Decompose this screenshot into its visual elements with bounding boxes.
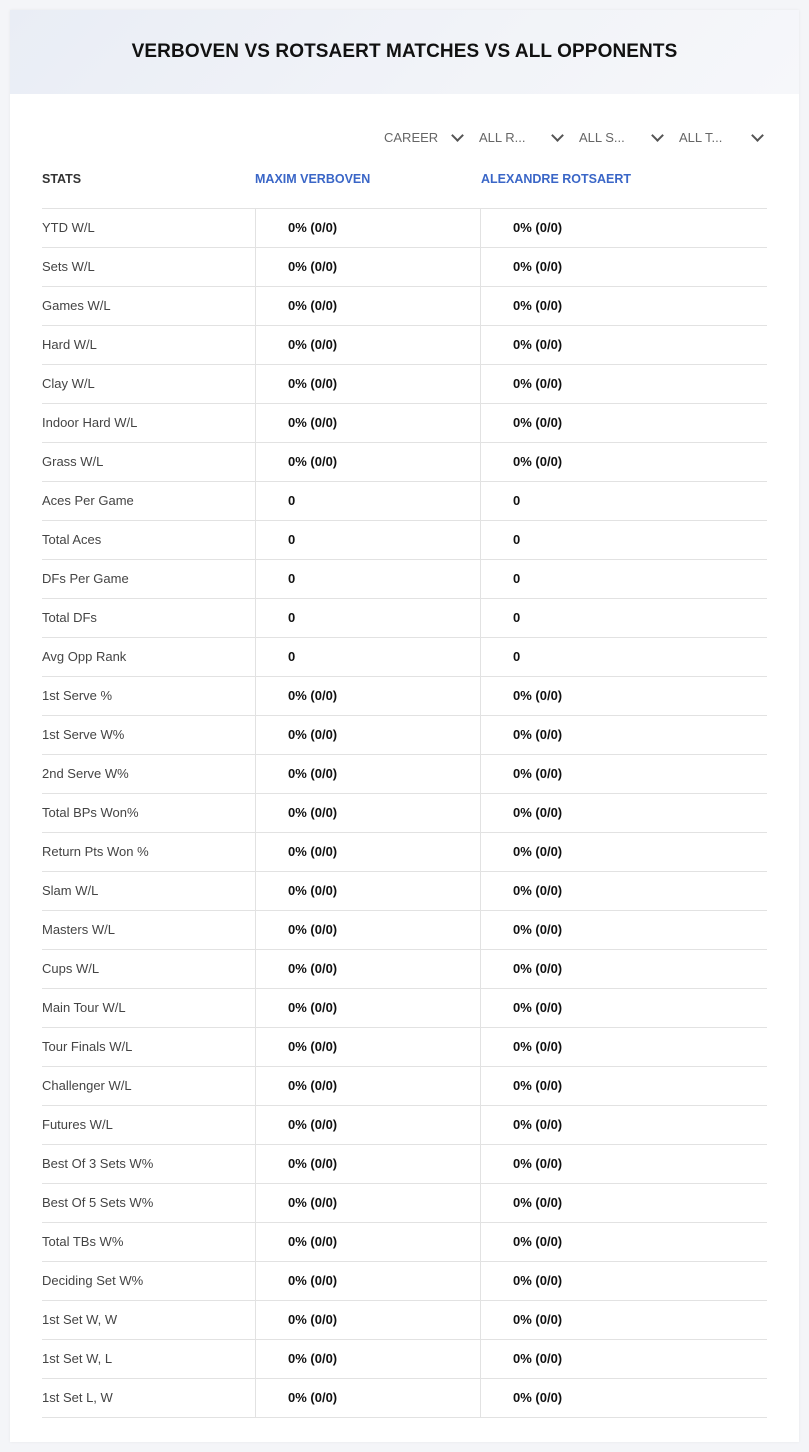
player1-stat-value: 0% (0/0) <box>255 833 481 871</box>
stat-label: Avg Opp Rank <box>42 649 127 664</box>
filter-round-label: ALL R... <box>479 129 526 145</box>
player1-stat-value: 0% (0/0) <box>255 872 481 910</box>
stat-label: Games W/L <box>42 298 111 313</box>
table-row <box>42 1145 767 1184</box>
player2-stat-value: 0% (0/0) <box>480 1340 767 1378</box>
player2-stat-value: 0% (0/0) <box>480 1028 767 1066</box>
stat-label: Total TBs W% <box>42 1234 124 1249</box>
table-row <box>42 560 767 599</box>
stat-label: Tour Finals W/L <box>42 1039 133 1054</box>
player1-stat-value: 0 <box>255 599 481 637</box>
player2-stat-value: 0% (0/0) <box>480 872 767 910</box>
player2-stat-value: 0% (0/0) <box>480 365 767 403</box>
player1-stat-value: 0% (0/0) <box>255 404 481 442</box>
player1-stat-value: 0% (0/0) <box>255 794 481 832</box>
player2-stat-value: 0 <box>480 638 767 676</box>
table-row <box>42 326 767 365</box>
player1-stat-value: 0% (0/0) <box>255 443 481 481</box>
table-row <box>42 755 767 794</box>
player2-stat-value: 0% (0/0) <box>480 209 767 247</box>
player1-stat-value: 0% (0/0) <box>255 248 481 286</box>
stat-label: Masters W/L <box>42 922 115 937</box>
stat-label: 1st Set W, W <box>42 1312 118 1327</box>
table-row <box>42 989 767 1028</box>
table-row <box>42 521 767 560</box>
chevron-down-icon <box>551 129 564 142</box>
player2-stat-value: 0% (0/0) <box>480 1301 767 1339</box>
stat-label: Best Of 5 Sets W% <box>42 1195 154 1210</box>
player1-stat-value: 0% (0/0) <box>255 1379 481 1417</box>
table-row <box>42 599 767 638</box>
stat-label: Hard W/L <box>42 337 97 352</box>
player1-stat-value: 0% (0/0) <box>255 287 481 325</box>
table-row <box>42 911 767 950</box>
stats-card <box>10 10 799 1442</box>
player2-stat-value: 0% (0/0) <box>480 989 767 1027</box>
player2-stat-value: 0% (0/0) <box>480 1262 767 1300</box>
player1-stat-value: 0% (0/0) <box>255 911 481 949</box>
stat-label: Sets W/L <box>42 259 95 274</box>
player2-stat-value: 0% (0/0) <box>480 950 767 988</box>
player1-stat-value: 0 <box>255 638 481 676</box>
filter-bar <box>10 127 799 147</box>
chevron-down-icon <box>751 129 764 142</box>
player2-stat-value: 0% (0/0) <box>480 833 767 871</box>
filter-surface-select[interactable] <box>579 127 664 147</box>
table-row <box>42 794 767 833</box>
stat-label: Aces Per Game <box>42 493 134 508</box>
player1-stat-value: 0% (0/0) <box>255 1340 481 1378</box>
stat-label: Main Tour W/L <box>42 1000 126 1015</box>
stats-table <box>42 208 767 1418</box>
table-row <box>42 872 767 911</box>
table-row <box>42 1262 767 1301</box>
player2-stat-value: 0% (0/0) <box>480 1223 767 1261</box>
table-row <box>42 1223 767 1262</box>
stat-label: Total Aces <box>42 532 102 547</box>
table-row <box>42 404 767 443</box>
table-row <box>42 638 767 677</box>
table-row <box>42 443 767 482</box>
player2-stat-value: 0% (0/0) <box>480 1379 767 1417</box>
table-row <box>42 1028 767 1067</box>
stat-label: 1st Set L, W <box>42 1390 113 1405</box>
player1-stat-value: 0% (0/0) <box>255 1184 481 1222</box>
filter-round-select[interactable] <box>479 127 564 147</box>
table-row <box>42 716 767 755</box>
stat-label: Challenger W/L <box>42 1078 132 1093</box>
player1-stat-value: 0% (0/0) <box>255 1106 481 1144</box>
player1-stat-value: 0% (0/0) <box>255 1301 481 1339</box>
filter-tournament-label: ALL T... <box>679 129 723 145</box>
stat-label: Best Of 3 Sets W% <box>42 1156 154 1171</box>
stat-label: Clay W/L <box>42 376 95 391</box>
player2-stat-value: 0% (0/0) <box>480 677 767 715</box>
player2-stat-value: 0 <box>480 482 767 520</box>
stat-label: Slam W/L <box>42 883 99 898</box>
filter-period-select[interactable] <box>384 127 464 147</box>
player1-link[interactable]: MAXIM VERBOVEN <box>255 172 371 186</box>
stats-column-header: STATS <box>42 172 82 186</box>
player2-stat-value: 0% (0/0) <box>480 794 767 832</box>
filter-tournament-select[interactable] <box>679 127 764 147</box>
player2-stat-value: 0% (0/0) <box>480 326 767 364</box>
table-row <box>42 1301 767 1340</box>
player1-stat-value: 0% (0/0) <box>255 1028 481 1066</box>
table-row <box>42 1340 767 1379</box>
table-row <box>42 209 767 248</box>
stat-label: Cups W/L <box>42 961 100 976</box>
player2-stat-value: 0% (0/0) <box>480 1106 767 1144</box>
stat-label: Total DFs <box>42 610 97 625</box>
stat-label: Grass W/L <box>42 454 104 469</box>
table-row <box>42 1379 767 1418</box>
player1-stat-value: 0 <box>255 482 481 520</box>
player1-stat-value: 0% (0/0) <box>255 326 481 364</box>
stat-label: Total BPs Won% <box>42 805 139 820</box>
player1-stat-value: 0% (0/0) <box>255 1223 481 1261</box>
player1-stat-value: 0% (0/0) <box>255 755 481 793</box>
table-row <box>42 365 767 404</box>
player2-stat-value: 0 <box>480 521 767 559</box>
player2-stat-value: 0% (0/0) <box>480 716 767 754</box>
player1-stat-value: 0 <box>255 521 481 559</box>
player1-stat-value: 0% (0/0) <box>255 989 481 1027</box>
stat-label: 1st Serve % <box>42 688 113 703</box>
player1-stat-value: 0 <box>255 560 481 598</box>
player2-stat-value: 0% (0/0) <box>480 1145 767 1183</box>
player1-stat-value: 0% (0/0) <box>255 1145 481 1183</box>
player2-stat-value: 0% (0/0) <box>480 248 767 286</box>
table-header <box>42 172 767 192</box>
player1-stat-value: 0% (0/0) <box>255 1262 481 1300</box>
player2-stat-value: 0% (0/0) <box>480 1184 767 1222</box>
table-row <box>42 1184 767 1223</box>
player2-link[interactable]: ALEXANDRE ROTSAERT <box>481 172 632 186</box>
player2-stat-value: 0% (0/0) <box>480 287 767 325</box>
stat-label: Return Pts Won % <box>42 844 149 859</box>
table-row <box>42 677 767 716</box>
player1-stat-value: 0% (0/0) <box>255 677 481 715</box>
player1-stat-value: 0% (0/0) <box>255 950 481 988</box>
stat-label: 2nd Serve W% <box>42 766 129 781</box>
table-row <box>42 1106 767 1145</box>
stat-label: Deciding Set W% <box>42 1273 144 1288</box>
table-row <box>42 833 767 872</box>
table-row <box>42 287 767 326</box>
page-title: VERBOVEN VS ROTSAERT MATCHES VS ALL OPPONENTS <box>131 41 678 62</box>
card-header <box>10 10 799 94</box>
player2-stat-value: 0% (0/0) <box>480 1067 767 1105</box>
stat-label: 1st Serve W% <box>42 727 125 742</box>
player1-stat-value: 0% (0/0) <box>255 365 481 403</box>
chevron-down-icon <box>451 129 464 142</box>
player2-stat-value: 0% (0/0) <box>480 911 767 949</box>
stat-label: YTD W/L <box>42 220 95 235</box>
filter-period-label: CAREER <box>384 129 439 145</box>
stat-label: Indoor Hard W/L <box>42 415 138 430</box>
player2-stat-value: 0% (0/0) <box>480 443 767 481</box>
player1-stat-value: 0% (0/0) <box>255 716 481 754</box>
table-row <box>42 248 767 287</box>
filter-surface-label: ALL S... <box>579 129 625 145</box>
table-row <box>42 1067 767 1106</box>
player2-stat-value: 0% (0/0) <box>480 755 767 793</box>
stat-label: DFs Per Game <box>42 571 129 586</box>
stat-label: 1st Set W, L <box>42 1351 113 1366</box>
player1-stat-value: 0% (0/0) <box>255 209 481 247</box>
table-row <box>42 482 767 521</box>
stat-label: Futures W/L <box>42 1117 113 1132</box>
player2-stat-value: 0 <box>480 599 767 637</box>
player1-stat-value: 0% (0/0) <box>255 1067 481 1105</box>
player2-stat-value: 0 <box>480 560 767 598</box>
player2-stat-value: 0% (0/0) <box>480 404 767 442</box>
table-row <box>42 950 767 989</box>
chevron-down-icon <box>651 129 664 142</box>
